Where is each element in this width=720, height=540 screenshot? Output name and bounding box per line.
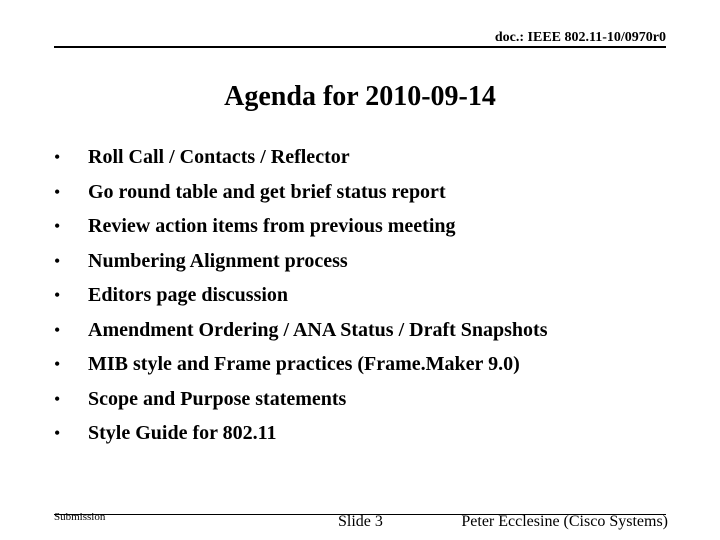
- header-divider: [54, 46, 666, 48]
- document-id: doc.: IEEE 802.11-10/0970r0: [494, 30, 666, 45]
- bullet-icon: •: [54, 354, 61, 374]
- footer-author: Peter Ecclesine (Cisco Systems): [461, 513, 668, 530]
- agenda-item-label: Style Guide for 802.11: [88, 422, 277, 444]
- agenda-item-label: Editors page discussion: [88, 284, 289, 306]
- slide-number: Slide 3: [338, 513, 383, 530]
- bullet-icon: •: [54, 181, 61, 202]
- bullet-icon: •: [54, 147, 61, 167]
- bullet-icon: •: [54, 423, 61, 443]
- agenda-item-label: Go round table and get brief status report: [88, 180, 446, 203]
- agenda-item-label: Scope and Purpose statements: [88, 387, 347, 410]
- bullet-icon: •: [54, 285, 61, 305]
- slide-title: Agenda for 2010-09-14: [224, 81, 496, 112]
- bullet-icon: •: [54, 388, 61, 409]
- agenda-item-label: MIB style and Frame practices (Frame.Maker 9.0): [88, 353, 520, 375]
- agenda-item-label: Numbering Alignment process: [88, 249, 348, 272]
- agenda-item-label: Amendment Ordering / ANA Status / Draft Snapshots: [88, 318, 548, 341]
- agenda-item-label: Review action items from previous meeting: [88, 215, 456, 237]
- bullet-icon: •: [54, 319, 61, 340]
- bullet-icon: •: [54, 216, 61, 236]
- agenda-item-label: Roll Call / Contacts / Reflector: [88, 146, 350, 168]
- bullet-icon: •: [54, 250, 61, 271]
- footer-submission-label: Submission: [54, 511, 106, 523]
